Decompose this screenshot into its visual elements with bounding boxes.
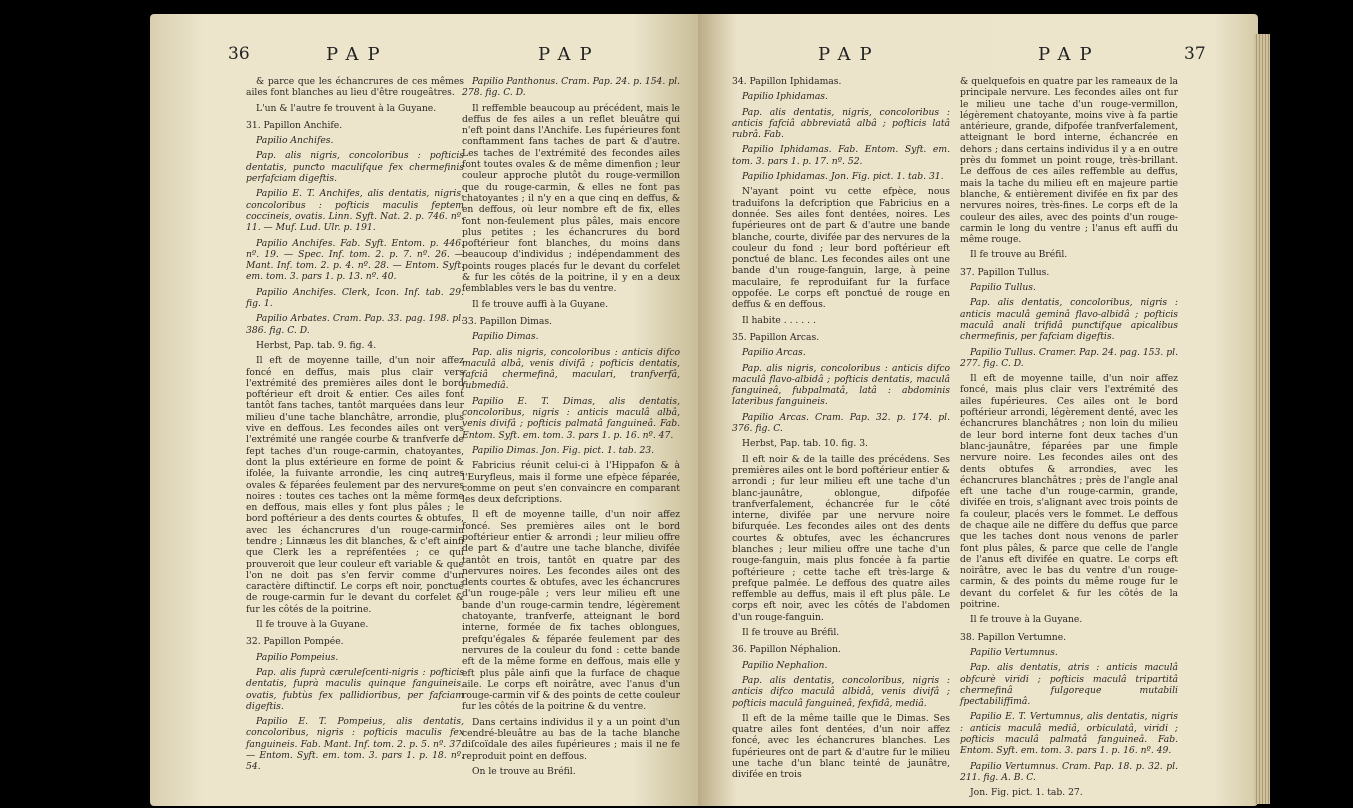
entry-heading: 34. Papillon Iphidamas. xyxy=(732,76,842,87)
entry-genus: Papilio Nephalion. xyxy=(742,659,828,671)
latin-diagnosis: Pap. alis nigris, concoloribus : anticis difco maculâ albâ, venis divifâ ; pofticis dentatis, fafciâ chermefinâ, maculari, tranfverfâ, fubmediâ. xyxy=(462,346,680,392)
entry-genus: Papilio Dimas. xyxy=(472,331,539,343)
entry-heading: 32. Papillon Pompée. xyxy=(246,636,344,648)
reference: Papilio Arbates. Cram. Pap. 33. pag. 198. pl. 386. fig. C. D. xyxy=(246,313,464,336)
description-paragraph: N'ayant point vu cette efpèce, nous traduifons la defcription que Fabricius en a donnée. Ses ailes font dentées, noires. Les fupérieures ont de part & d'autre une bande blanche, courte, divifée par des nervures de la couleur du fond ; leur bord poftérieur eft ponƈtué de blanc. Les fecondes ailes ont une bande d'un rouge-fanguin, large, à peine maculaire, fe reproduifant fur la furface oppofée. Le corps eft ponƈtué de rouge en deffus & en deffous. xyxy=(732,186,950,311)
reference: Herbst, Pap. tab. 10. fig. 3. xyxy=(742,438,868,450)
reference: Papilio Tullus. Cramer. Pap. 24. pag. 153. pl. 277. fig. C. D. xyxy=(960,346,1178,369)
reference: Papilio Dimas. Jon. Fig. pict. 1. tab. 23. xyxy=(472,444,655,456)
left-column-1 xyxy=(246,76,464,777)
reference: Papilio E. T. Dimas, alis dentatis, concoloribus, nigris : anticis maculâ albâ, venis divifâ ; pofticis palmatâ fanguineâ. Fab. Entom. Syft. em. tom. 3. pars 1. p. 16. nº. 47. xyxy=(462,395,680,441)
entry-genus: Papilio Pompeius. xyxy=(256,651,339,663)
left-running-head-col1: PAP xyxy=(326,44,389,65)
latin-diagnosis: Pap. alis dentatis, atris : anticis maculâ obfcurè viridi ; pofticis maculâ tripartitâ chermefinâ fulgoreque mutabili fpeƈtabiliffimâ. xyxy=(960,662,1178,708)
reference: Papilio Vertumnus. Cram. Pap. 18. p. 32. pl. 211. fig. A. B. C. xyxy=(960,760,1178,783)
right-column-1 xyxy=(732,76,950,785)
latin-diagnosis: Pap. alis fuprà cæruleſcenti-nigris : pofticis dentatis, fuprà maculis quinque fanguineis, ovatis, fubtùs fex pallidioribus, per fafciam digeftis. xyxy=(246,666,464,712)
left-page xyxy=(150,14,698,806)
page-edges xyxy=(1254,34,1270,804)
left-running-head-col2: PAP xyxy=(538,44,601,65)
right-running-head-col1: PAP xyxy=(818,44,881,65)
reference: Papilio E. T. Pompeius, alis dentatis, concoloribus, nigris : pofticis maculis fex fanguineis. Fab. Mant. Inf. tom. 2. p. 5. nº. 37. — Entom. Syft. em. tom. 3. pars 1. p. 18. nº. 54. xyxy=(246,716,464,773)
habitat: Il fe trouve auffi à la Guyane. xyxy=(472,298,609,310)
left-page-number: 36 xyxy=(228,44,250,64)
entry-genus: Papilio Anchifes. xyxy=(256,135,334,147)
left-column-2 xyxy=(462,76,680,781)
entry-heading: 35. Papillon Arcas. xyxy=(732,331,820,343)
text-paragraph: L'un & l'autre fe trouvent à la Guyane. xyxy=(256,102,437,114)
reference: Papilio Iphidamas. Fab. Entom. Syft. em. tom. 3. pars 1. p. 17. nº. 52. xyxy=(732,144,950,167)
reference: Papilio Panthonus. Cram. Pap. 24. p. 154. pl. 278. fig. C. D. xyxy=(462,76,680,99)
reference: Papilio E. T. Vertumnus, alis dentatis, nigris : anticis maculâ mediâ, orbiculatâ, viridi ; pofticis maculâ palmatâ fanguineâ. Fab. Entom. Syft. em. tom. 3. pars 1. p. 16. nº. 49. xyxy=(960,711,1178,757)
right-page-number: 37 xyxy=(1184,44,1206,64)
latin-diagnosis: Pap. alis nigris, concoloribus : pofticis dentatis, punƈto maculifque fex chermefinis perfafciam digeftis. xyxy=(246,150,464,185)
reference: Papilio Iphidamas. Jon. Fig. pict. 1. tab. 31. xyxy=(742,171,944,183)
description-paragraph: Il eft de moyenne taille, d'un noir affez foncé en deffus, mais plus clair vers l'extrémité des premières ailes dont le bord poftérieur eft droit & entier. Ces ailes font tantôt fans taches, tantôt marquées dans leur milieu d'une tache blanchâtre, arrondie, plus vive en deffous. Les fecondes ailes ont vers l'extrémité une rangée courbe & tranfverfe de fept taches d'un rouge-carmin, chatoyantes, dont la plus extérieure en forme de point & ifolée, la fuivante arrondie, les cinq autres ovales & féparées feulement par des nervures noires : toutes ces taches ont la même forme en deffous, mais elles y font plus pâles ; le bord poftérieur a des dents courtes & obtufes, avec les échancrures d'un rouge-carmin tendre ; Linnæus les dit blanches, & c'eft ainfi que Clerk les a repréfentées ; ce qui prouveroit que leur couleur eft variable & que l'on ne doit pas s'en fervir comme d'un caractère diftinctif. Le corps eft noir, ponƈtué de rouge-carmin fur le devant du corfelet & fur les côtés de la poitrine. xyxy=(246,355,464,615)
entry-heading: 31. Papillon Anchife. xyxy=(246,119,343,131)
description-paragraph: Il eft noir & de la taille des précédens. Ses premières ailes ont le bord poftérieur entier & arrondi ; fur leur milieu eft une tache d'un blanc-jaunâtre, oblongue, difpofée tranfverfalement, échancrée fur le côté interne, divifée par une nervure noire bifurquée. Les fecondes ailes ont des dents courtes & obtufes, avec les échancrures blanches ; leur milieu offre une tache d'un rouge-fanguin, mais plus foncée à fa partie poftérieure ; cette tache eft très-large & prefque palmée. Le deffous des quatre ailes reffemble au deffus, mais il eft plus pâle. Le corps eft noir, avec les côtés de l'abdomen d'un rouge-fanguin. xyxy=(732,453,950,623)
latin-diagnosis: Pap. alis nigris, concoloribus : anticis difco maculâ flavo-albidâ ; pofticis dentatis, maculâ fanguineâ, fubpalmatâ, latâ : abdominis lateribus fanguineis. xyxy=(732,362,950,408)
text-paragraph: & parce que les échancrures de ces mêmes ailes font blanches au lieu d'être rougeâtres. xyxy=(246,76,464,99)
habitat: Il habite . . . . . . xyxy=(742,314,816,326)
habitat: Il fe trouve au Bréfil. xyxy=(970,249,1068,261)
open-book xyxy=(150,14,1270,806)
reference: Papilio E. T. Anchifes, alis dentatis, nigris, concoloribus : pofticis maculis feptem coccineis, ovatis. Linn. Syft. Nat. 2. p. 746. nº. 11. — Muf. Lud. Ulr. p. 191. xyxy=(246,188,464,234)
right-column-2 xyxy=(960,76,1178,803)
right-page xyxy=(698,14,1258,806)
habitat: Il fe trouve au Bréfil. xyxy=(742,627,840,639)
entry-heading: 36. Papillon Néphalion. xyxy=(732,644,841,656)
latin-diagnosis: Pap. alis dentatis, nigris, concoloribus : anticis fafciâ abbreviatâ albâ ; pofticis latâ rubrâ. Fab. xyxy=(732,106,950,141)
entry-genus: Papilio Vertumnus. xyxy=(970,646,1058,658)
latin-diagnosis: Pap. alis dentatis, concoloribus, nigris : anticis maculâ geminâ flavo-albidâ ; pofticis maculâ anali trifidâ punƈtifque apicalibus chermefinis, per fafciam digeftis. xyxy=(960,297,1178,343)
reference: Papilio Anchifes. Fab. Syft. Entom. p. 446. nº. 19. — Spec. Inf. tom. 2. p. 7. nº. 26. — Mant. Inf. tom. 2. p. 4. nº. 28. — Entom. Syft. em. tom. 3. pars 1. p. 13. nº. 40. xyxy=(246,237,464,283)
reference: Herbst, Pap. tab. 9. fig. 4. xyxy=(256,339,377,351)
entry-genus: Papilio Iphidamas. xyxy=(742,91,828,103)
description-paragraph: Il eft de moyenne taille, d'un noir affez foncé. Ses premières ailes ont le bord poftérieur entier & arrondi ; leur milieu offre de part & d'autre une tache blanche, divifée tantôt en trois, tantôt en quatre par des nervures noires. Les fecondes ailes ont des dents courtes & obtufes, avec les échancrures d'un rouge-pâle ; vers leur milieu eft une bande d'un rouge-carmin tendre, légèrement chatoyante, tranfverfe, atteignant le bord interne, formée de fix taches oblongues, prefqu'égales & féparée feulement par des nervures de la couleur du fond : cette bande eft de la même forme en deffous, mais elle y eft plus pâle ainfi que la furface de chaque aile. Le corps eft noirâtre, avec l'anus d'un rouge-carmin vif & des points de cette couleur fur les côtés de la poitrine & du ventre. xyxy=(462,509,680,713)
habitat: Il fe trouve à la Guyane. xyxy=(256,619,369,631)
reference: Papilio Anchifes. Clerk, Icon. Inf. tab. 29. fig. 1. xyxy=(246,286,464,310)
entry-genus: Papilio Arcas. xyxy=(742,347,806,359)
entry-genus: Papilio Tullus. xyxy=(970,282,1036,294)
latin-diagnosis: Pap. alis dentatis, concoloribus, nigris : anticis difco maculâ albidâ, venis divifâ ; pofticis maculâ fanguineâ, fexfidâ, mediâ. xyxy=(732,674,950,709)
habitat: Il fe trouve à la Guyane. xyxy=(970,614,1083,626)
right-running-head-col2: PAP xyxy=(1038,44,1101,65)
description-paragraph: & quelquefois en quatre par les rameaux de la principale nervure. Les fecondes ailes ont fur le milieu une tache d'un rouge-vermillon, légèrement chatoyante, moins vive à fa partie antérieure, grande, difpofée tranfverfalement, atteignant le bord interne, échancrée en dehors ; dans certains individus il y a en outre près du fommet un point rouge, très-brillant. Le deffous de ces ailes reffemble au deffus, mais la tache du milieu eft en majeure partie blanche, & entièrement divifée en fix par des nervures noires, très-fines. Le corps eft de la couleur des ailes, avec des points d'un rouge-carmin le long du ventre ; l'anus eft auffi du même rouge. xyxy=(960,76,1178,246)
reference: Jon. Fig. pict. 1. tab. 27. xyxy=(970,787,1083,799)
entry-heading: 37. Papillon Tullus. xyxy=(960,266,1050,278)
entry-heading: 38. Papillon Vertumne. xyxy=(960,631,1067,643)
description-paragraph: Il eft de moyenne taille, d'un noir affez foncé, mais plus clair vers l'extrémité des ailes fupérieures. Ces ailes ont le bord poftérieur arrondi, légèrement denté, avec les échancrures blanchâtres ; non loin du milieu de leur bord interne font deux taches d'un blanc-jaunâtre, féparées par une fimple nervure noire. Les fecondes ailes ont des dents obtufes & arrondies, avec les échancrures blanchâtres ; près de l'angle anal eft une tache d'un rouge-carmin, grande, divifée en trois, s'alignant avec trois points de fa couleur, placés vers le fommet. Le deffous de chaque aile ne diffère du deffus que parce que les taches dont nous venons de parler font plus pâles, & parce que celle de l'angle de l'anus eft divifée en quatre. Le corps eft noirâtre, avec le bas du ventre d'un rouge-carmin, & des points du même rouge fur le devant du corfelet & fur les côtés de la poitrine. xyxy=(960,373,1178,611)
text-paragraph: Dans certains individus il y a un point d'un cendré-bleuâtre au bas de la tache blanche diſcoïdale des ailes fupérieures ; mais il ne fe reproduit point en deffous. xyxy=(462,716,680,762)
text-paragraph: Fabricius réunit celui-ci à l'Hippafon & à l'Euryfleus, mais il forme une efpèce féparée, comme on peut s'en convaincre en comparant les deux defcriptions. xyxy=(462,460,680,506)
reference: Papilio Arcas. Cram. Pap. 32. p. 174. pl. 376. fig. C. xyxy=(732,411,950,435)
description-paragraph: Il reffemble beaucoup au précédent, mais le deffus de fes ailes a un reflet bleuâtre qui n'eft point dans l'Anchife. Les fupérieures font conftamment fans taches de part & d'autre. Les taches de l'extrémité des fecondes ailes font toutes ovales & de même dimenfion ; leur couleur approche plutôt du rouge-vermillon que du rouge-carmin, & elles ne font pas chatoyantes ; il n'y en a que cinq en deffus, & en deffous, où leur nombre eft de fix, elles font non-feulement plus pâles, mais encore plus petites ; les échancrures du bord poftérieur font blanches, du moins dans beaucoup d'individus ; indépendamment des points rouges placés fur le devant du corfelet & fur les côtés de la poitrine, il y en a deux femblables vers le bas du ventre. xyxy=(462,102,680,295)
description-paragraph: Il eft de la même taille que le Dimas. Ses quatre ailes font dentées, d'un noir affez foncé, avec les échancrures blanches. Les fupérieures ont de part & d'autre fur le milieu une tache d'un blanc teinté de jaunâtre, divifée en trois xyxy=(732,712,950,781)
habitat: On le trouve au Bréfil. xyxy=(472,765,576,777)
entry-heading: 33. Papillon Dimas. xyxy=(462,315,552,327)
